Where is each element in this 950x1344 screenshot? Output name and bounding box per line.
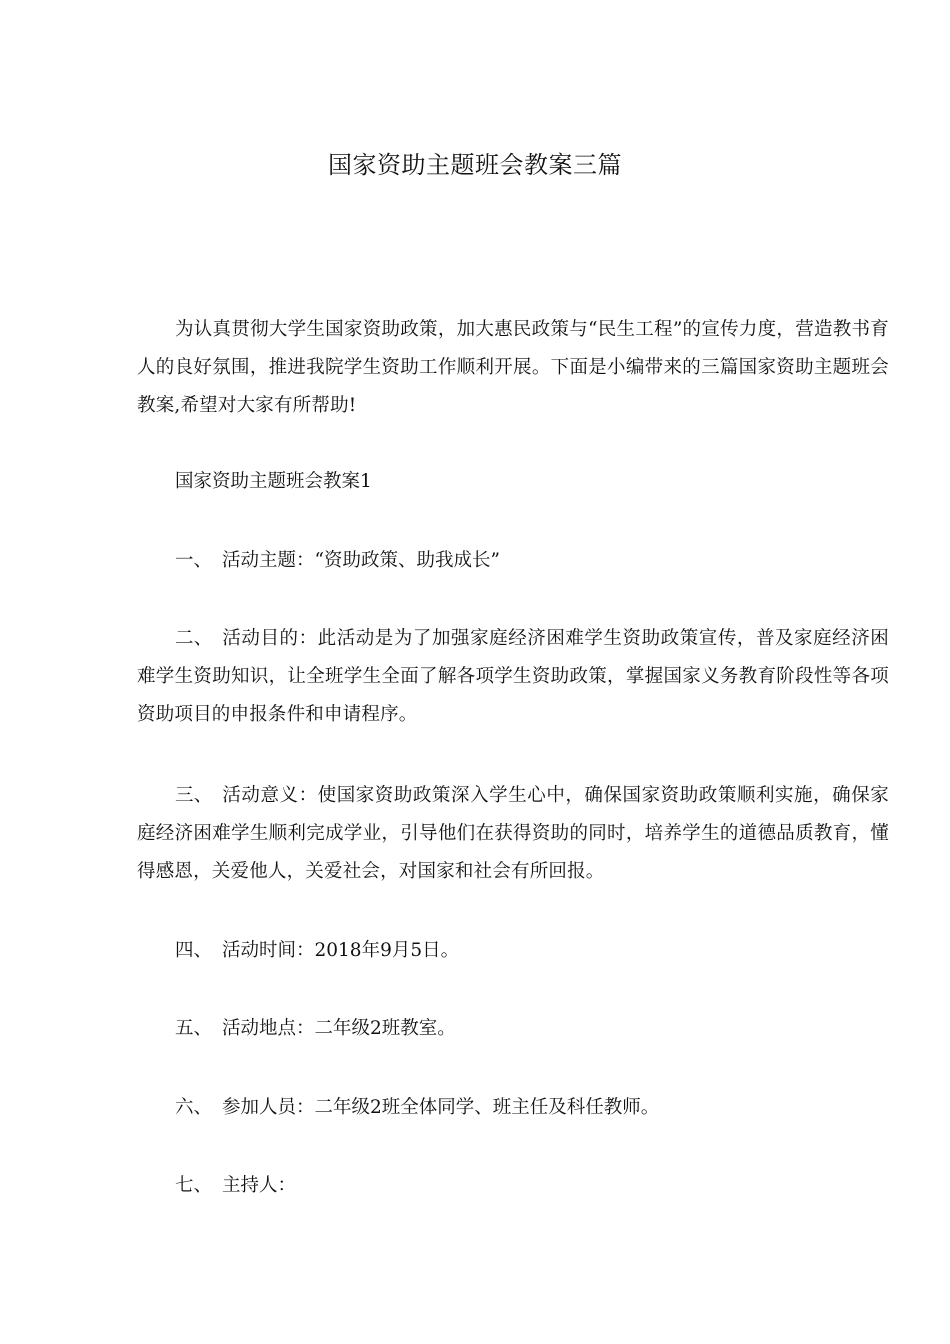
list-item-3 — [137, 777, 889, 891]
list-item-text: 主持人： — [222, 1175, 297, 1196]
list-item-text: 活动主题：“资助政策、助我成长” — [222, 550, 500, 571]
section-heading: 国家资助主题班会教案1 — [175, 471, 372, 492]
list-item-number: 五、 — [175, 1018, 213, 1039]
list-item-text: 活动地点：二年级2班教室。 — [222, 1018, 456, 1039]
list-item-text: 活动意义：使国家资助政策深入学生心中，确保国家资助政策顺利实施，确保家庭经济困难学生顺利完成学业，引导他们在获得资助的同时，培养学生的道德品质教育，懂得感恩，关爱他人，关爱社会，对国家和社会有所回报。 — [137, 785, 889, 882]
list-item-text: 活动目的：此活动是为了加强家庭经济困难学生资助政策宣传，普及家庭经济困难学生资助知识，让全班学生全面了解各项学生资助政策，掌握国家义务教育阶段性等各项资助项目的申报条件和申请程序。 — [137, 628, 889, 725]
document-title: 国家资助主题班会教案三篇 — [328, 151, 622, 179]
list-item-6 — [175, 1089, 659, 1127]
list-item-text: 活动时间：2018年9月5日。 — [222, 940, 460, 961]
list-item-number: 三、 — [175, 785, 213, 806]
intro-paragraph: 为认真贯彻大学生国家资助政策，加大惠民政策与“民生工程”的宣传力度，营造教书育人的良好氛围，推进我院学生资助工作顺利开展。下面是小编带来的三篇国家资助主题班会教案,希望对大家有所帮助! — [137, 319, 889, 416]
list-item-2 — [137, 620, 889, 734]
list-item-5 — [175, 1010, 456, 1048]
list-item-7 — [175, 1167, 296, 1205]
list-item-text: 参加人员：二年级2班全体同学、班主任及科任教师。 — [222, 1097, 660, 1118]
list-item-4 — [175, 932, 459, 970]
list-item-number: 一、 — [175, 550, 213, 571]
list-item-number: 四、 — [175, 940, 213, 961]
list-item-number: 七、 — [175, 1175, 213, 1196]
list-item-number: 六、 — [175, 1097, 213, 1118]
list-item-number: 二、 — [175, 628, 213, 649]
list-item-1 — [175, 542, 500, 580]
